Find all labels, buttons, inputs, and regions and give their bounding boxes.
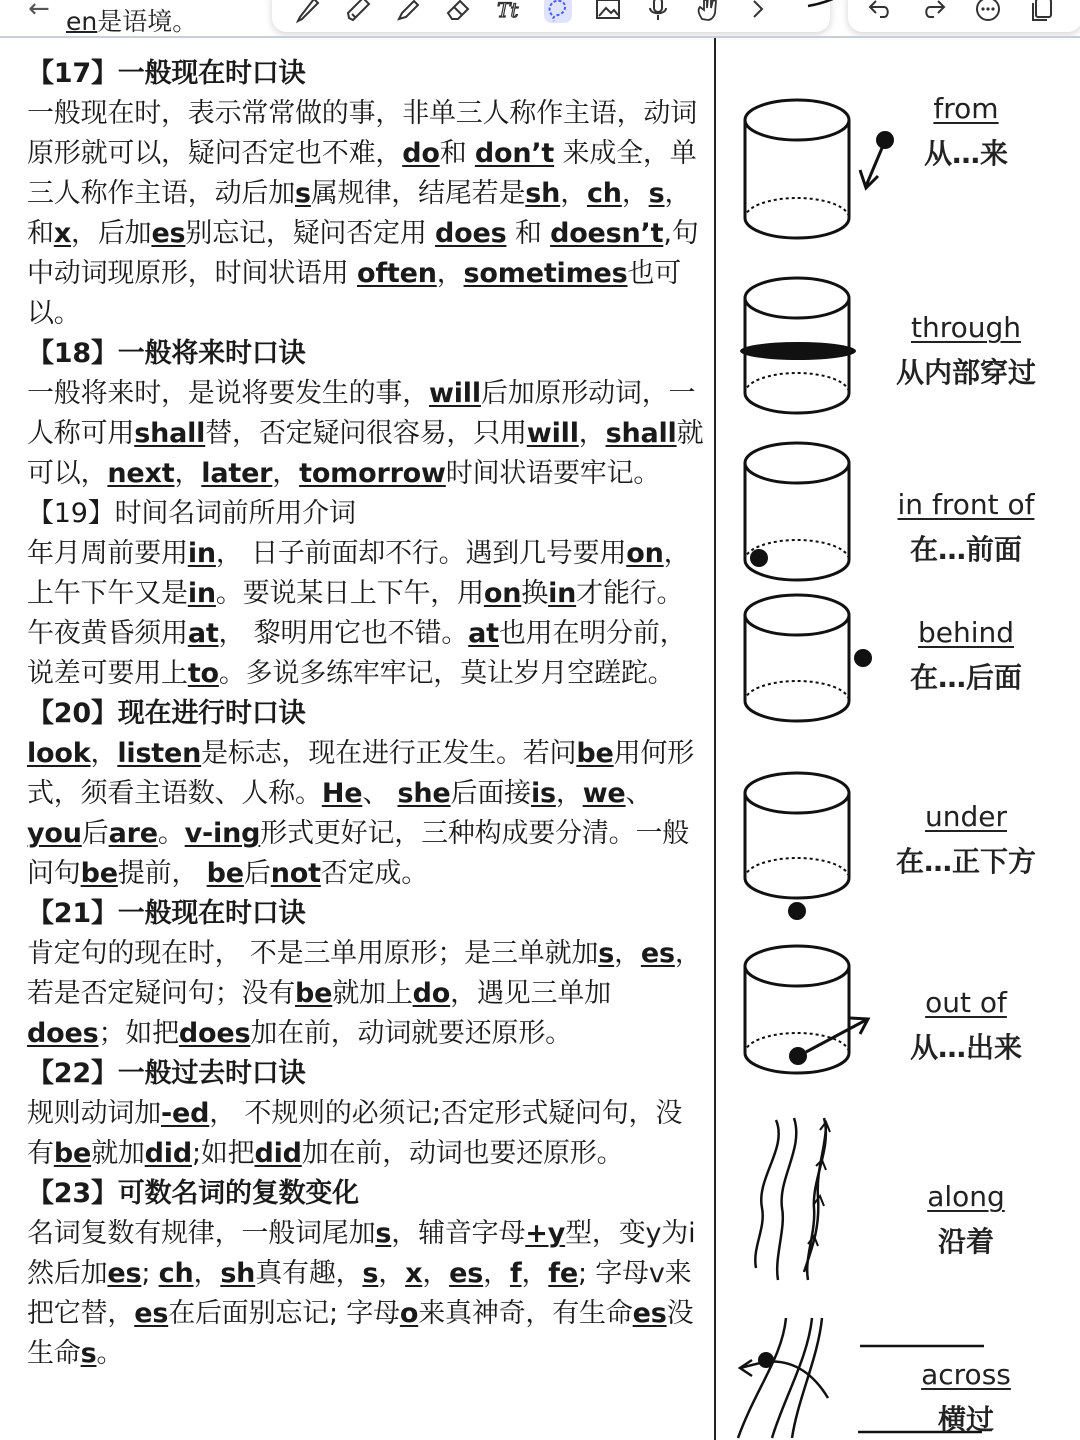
body-text: ， <box>193 1258 221 1289</box>
body-text: 来真神奇，有生命 <box>418 1298 633 1329</box>
section-heading <box>27 1058 305 1089</box>
body-text: ， 不规则的必须记;否定形式疑问句，没有 <box>27 1098 683 1169</box>
ink-stroke <box>806 0 846 10</box>
pages-icon[interactable] <box>1028 0 1056 23</box>
body-text: ， <box>436 258 464 289</box>
keyword: in <box>548 578 577 609</box>
keyword: does <box>27 1018 99 1049</box>
text-tool-icon[interactable] <box>494 0 522 23</box>
body-text: 年月周前要用 <box>27 538 188 569</box>
highlighter-icon[interactable] <box>344 0 372 23</box>
section-number: 【23】 <box>27 1178 118 1209</box>
keyword: be <box>53 1138 92 1169</box>
diagram-from <box>716 78 1080 248</box>
body-text: ， <box>578 418 606 449</box>
lasso-icon[interactable] <box>544 0 572 23</box>
keyword: on <box>626 538 664 569</box>
body-text: ， <box>614 938 641 969</box>
keyword: +y <box>525 1218 566 1249</box>
body-text: 。 <box>96 1338 124 1369</box>
note-section <box>27 54 707 334</box>
body-text: 、 <box>625 778 653 809</box>
keyword: you <box>27 818 82 849</box>
diagram-along <box>716 1108 1080 1288</box>
keyword: s <box>295 178 311 209</box>
body-text: 时间状语要牢记。 <box>445 458 661 489</box>
body-text: 属规律，结尾若是 <box>310 178 526 209</box>
caption-zh-from: 从…来 <box>923 137 1008 170</box>
keyword: on <box>483 578 522 609</box>
caption-en-behind: behind <box>917 616 1015 649</box>
body-text: 替，否定疑问很容易，只用 <box>205 418 527 449</box>
caption-en-through: through <box>910 311 1022 344</box>
keyword: es <box>632 1298 667 1329</box>
keyword: sh <box>525 178 561 209</box>
body-text: ，和 <box>27 178 692 249</box>
body-text: ,句中动词现原形，时间状语用 <box>27 218 699 289</box>
body-text: ， <box>555 778 583 809</box>
body-text: ，辅音字母 <box>391 1218 526 1249</box>
keyword: are <box>108 818 158 849</box>
keyword: she <box>397 778 451 809</box>
keyword: does <box>178 1018 251 1049</box>
svg-text:Tt: Tt <box>497 0 519 22</box>
keyword: He <box>321 778 363 809</box>
keyword: v-ing <box>184 818 261 849</box>
body-text: ; 字母v来把它替， <box>27 1258 692 1329</box>
breadcrumb-underlined: en <box>66 7 98 36</box>
body-text: 规则动词加 <box>27 1098 161 1129</box>
diagram-across <box>716 1298 1080 1440</box>
body-text: 。要说某日上下午，用 <box>215 578 484 609</box>
body-text: 后 <box>81 818 109 849</box>
breadcrumb-text: 是语境。 <box>97 7 198 36</box>
keyword: to <box>187 658 219 689</box>
body-text: ;如把 <box>191 1138 255 1169</box>
top-toolbar <box>0 0 1080 38</box>
body-text: ， <box>621 178 649 209</box>
section-title: 可数名词的复数变化 <box>117 1178 359 1209</box>
body-text: 形式更好记，三种构成要分清。一般问句 <box>27 818 690 889</box>
caption-en-across: across <box>921 1358 1011 1391</box>
keyword: x <box>405 1258 423 1289</box>
caption-en-out-of: out of <box>925 986 1007 1019</box>
body-text: ，遇见三单加 <box>450 978 611 1009</box>
section-heading <box>27 698 305 729</box>
body-text: ，若是否定疑问句；没有 <box>27 938 702 1009</box>
body-text: ， <box>272 458 300 489</box>
section-number: 【17】 <box>27 58 118 89</box>
body-text: 。 <box>157 818 185 849</box>
keyword: -ed <box>161 1098 210 1129</box>
body-text: ， <box>483 1258 510 1289</box>
body-text: 别忘记，疑问否定用 <box>185 218 436 249</box>
keyword: look <box>27 738 91 769</box>
keyword: will <box>526 418 579 449</box>
keyword: do <box>412 978 451 1009</box>
keyword: listen <box>117 738 202 769</box>
keyword: doesn’t <box>550 218 664 249</box>
keyword: often <box>356 258 437 289</box>
body-text: ， <box>90 738 118 769</box>
body-text: ， <box>378 1258 406 1289</box>
body-text: ; <box>141 1258 159 1289</box>
body-text: 后 <box>243 858 271 889</box>
more-icon[interactable] <box>974 0 1002 23</box>
undo-icon[interactable] <box>866 0 894 23</box>
body-text: 后面接 <box>450 778 531 809</box>
diagram-through <box>716 243 1080 423</box>
body-text: ，后加 <box>71 218 152 249</box>
body-text: 才能行。午夜黄昏须用 <box>27 578 684 649</box>
body-text: 、 <box>362 778 398 809</box>
keyword: will <box>429 378 481 409</box>
microphone-icon[interactable] <box>644 0 672 23</box>
body-text: 没生命 <box>27 1298 694 1369</box>
note-section <box>27 694 707 894</box>
body-text: 肯定句的现在时， 不是三单用原形；是三单就加 <box>27 938 599 969</box>
keyword: shall <box>605 418 677 449</box>
caption-zh-in-front-of: 在…前面 <box>909 533 1022 566</box>
body-text: ， <box>174 458 202 489</box>
body-text: 加在前，动词就要还原形。 <box>250 1018 572 1049</box>
caption-zh-behind: 在…后面 <box>909 661 1022 694</box>
body-text: ， <box>560 178 587 209</box>
keyword: s <box>598 938 615 969</box>
body-text: 就加 <box>91 1138 145 1169</box>
diagram-out-of <box>716 938 1080 1098</box>
keyword: did <box>144 1138 192 1169</box>
section-heading <box>27 58 305 89</box>
back-arrow-icon[interactable]: ← <box>28 0 50 24</box>
keyword: don’t <box>474 138 555 169</box>
redo-icon[interactable] <box>920 0 948 23</box>
body-text: 加在前，动词也要还原形。 <box>301 1138 624 1169</box>
body-text: ， <box>422 1258 450 1289</box>
caption-zh-out-of: 从…出来 <box>909 1031 1022 1064</box>
keyword: fe <box>548 1258 578 1289</box>
caption-zh-through: 从内部穿过 <box>895 356 1036 389</box>
keyword: s <box>648 178 665 209</box>
body-text: 和 <box>506 218 551 249</box>
keyword: be <box>80 858 118 889</box>
keyword: x <box>53 218 72 249</box>
body-text: 换 <box>521 578 549 609</box>
body-text: 来成全，单三人称作主语，动后加 <box>27 138 697 209</box>
keyword: at <box>187 618 219 649</box>
keyword: is <box>530 778 556 809</box>
keyword: be <box>295 978 333 1009</box>
section-number: 【22】 <box>27 1058 118 1089</box>
caption-zh-across: 横过 <box>937 1403 994 1436</box>
body-text: 型，变y为i然后加 <box>27 1218 696 1289</box>
section-number: 【18】 <box>27 338 118 369</box>
keyword: be <box>206 858 244 889</box>
history-palette <box>848 0 1080 32</box>
body-text: 。多说多练牢牢记，莫让岁月空蹉跎。 <box>218 658 675 689</box>
body-text: 和 <box>439 138 475 169</box>
keyword: es <box>134 1298 169 1329</box>
keyword: not <box>270 858 321 889</box>
tool-palette <box>272 0 830 32</box>
keyword: ch <box>158 1258 194 1289</box>
hand-icon[interactable] <box>694 0 722 23</box>
keyword: did <box>254 1138 302 1169</box>
keyword: do <box>402 138 440 169</box>
note-section <box>27 494 707 694</box>
section-number: 【19】 <box>27 498 115 529</box>
caption-en-under: under <box>924 800 1007 833</box>
pen-icon[interactable] <box>294 0 322 23</box>
note-section <box>27 334 707 494</box>
body-text: 提前， <box>117 858 207 889</box>
keyword: es <box>151 218 186 249</box>
marker-icon[interactable] <box>394 0 422 23</box>
section-title: 时间名词前所用介词 <box>114 498 356 529</box>
body-text: 真有趣， <box>255 1258 363 1289</box>
keyword: does <box>435 218 507 249</box>
keyword: next <box>107 458 175 489</box>
keyword: s <box>375 1218 392 1249</box>
body-text: ， 日子前面却不行。遇到几号要用 <box>215 538 627 569</box>
keyword: shall <box>134 418 206 449</box>
keyword: es <box>640 938 675 969</box>
caption-en-in-front-of: in front of <box>897 488 1035 521</box>
section-title: 一般将来时口诀 <box>117 338 306 369</box>
section-heading <box>27 898 305 929</box>
section-title: 一般过去时口诀 <box>117 1058 306 1089</box>
diagram-under <box>716 768 1080 928</box>
body-text: 名词复数有规律，一般词尾加 <box>27 1218 376 1249</box>
keyword: o <box>399 1298 419 1329</box>
keyword: later <box>201 458 273 489</box>
body-text: 是标志，现在进行正发生。若问 <box>201 738 577 769</box>
body-text: ， 黎明用它也不错。 <box>218 618 469 649</box>
body-text: 就可以， <box>27 418 704 489</box>
section-number: 【20】 <box>27 698 118 729</box>
keyword: be <box>576 738 614 769</box>
section-number: 【21】 <box>27 898 118 929</box>
body-text: 也用在明分前，说差可要用上 <box>27 618 687 689</box>
image-icon[interactable] <box>594 0 622 23</box>
eraser-icon[interactable] <box>444 0 472 23</box>
body-text: 否定成。 <box>320 858 428 889</box>
body-text: 后加原形动词，一人称可用 <box>27 378 696 449</box>
section-title: 一般现在时口诀 <box>117 58 306 89</box>
breadcrumb <box>66 2 197 38</box>
caption-en-from: from <box>933 92 999 125</box>
chevron-right-icon[interactable] <box>744 0 772 23</box>
diagram-in-front-of <box>716 418 1080 588</box>
keyword: in <box>187 538 216 569</box>
section-heading <box>27 1178 359 1209</box>
keyword: s <box>362 1258 379 1289</box>
section-heading <box>27 498 356 529</box>
diagram-behind <box>716 588 1080 738</box>
keyword: in <box>187 578 216 609</box>
keyword: es <box>449 1258 484 1289</box>
preposition-diagrams <box>716 38 1080 1440</box>
section-title: 现在进行时口诀 <box>117 698 306 729</box>
section-title: 一般现在时口诀 <box>117 898 306 929</box>
body-text: 一般现在时，表示常常做的事，非单三人称作主语，动词原形就可以，疑问否定也不难， <box>27 98 697 169</box>
caption-zh-along: 沿着 <box>937 1225 994 1258</box>
body-text: ， <box>521 1258 549 1289</box>
body-text: 用何形式，须看主语数、人称。 <box>27 738 695 809</box>
keyword: sometimes <box>463 258 628 289</box>
note-section <box>27 1054 707 1174</box>
body-text: 在后面别忘记; 字母 <box>168 1298 400 1329</box>
body-text: ， 上午下午又是 <box>27 538 691 609</box>
caption-zh-under: 在…正下方 <box>895 845 1036 878</box>
keyword: es <box>107 1258 142 1289</box>
keyword: at <box>468 618 499 649</box>
keyword: f <box>509 1258 522 1289</box>
keyword: sh <box>220 1258 256 1289</box>
caption-en-along: along <box>927 1180 1005 1213</box>
body-text: 就加上 <box>332 978 413 1009</box>
body-text: 也可以。 <box>27 258 682 329</box>
note-section <box>27 894 707 1054</box>
body-text: 一般将来时，是说将要发生的事， <box>27 378 429 409</box>
body-text: ；如把 <box>98 1018 179 1049</box>
section-heading <box>27 338 305 369</box>
note-section <box>27 1174 707 1374</box>
keyword: ch <box>587 178 622 209</box>
keyword: s <box>80 1338 97 1369</box>
notes-column <box>27 54 707 1374</box>
keyword: we <box>582 778 626 809</box>
keyword: tomorrow <box>299 458 446 489</box>
